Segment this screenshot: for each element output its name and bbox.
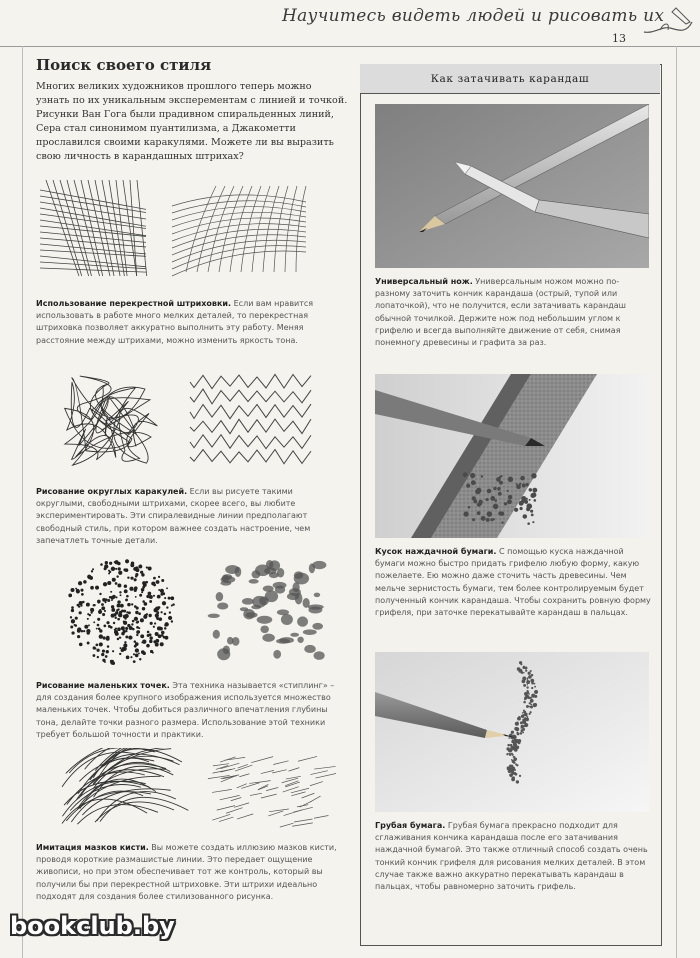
scribble-sketches <box>50 368 340 478</box>
caption-lead: Имитация мазков кисти. <box>36 843 149 852</box>
caption-text: Универсальным ножом можно по-разному заточить кончик карандаша (острый, тупой или лопаточкой), что не получится, если затачивать карандаш обычной точилкой. Держите нож под небольшим углом к грифелю и всегда выполняйте движение от себя, снимая понемногу древесины и графита за раз. <box>375 277 626 348</box>
caption-text: С помощью куска наждачной бумаги можно быстро придать грифелю любую форму, какую пожелаете. Ею можно даже сточить часть древесины. Чем мельче зернистость бумаги, тем более контролируемым будет полученный кончик карандаша. Чтобы сохранить ровную форму грифеля, при заточке перекатывайте карандаш в пальцах. <box>375 547 651 618</box>
caption-lead: Использование перекрестной штриховки. <box>36 299 232 308</box>
photo-utility-knife <box>375 104 649 268</box>
intro-paragraph: Многих великих художников прошлого теперь можно узнать по их уникальным эксперементам с линией и точкой. Рисунки Ван Гога были прадивном спиральденных линий, Сера стал синонимом пуантилизма, а Джакометти прославился своими каракулями. Можете ли вы выразить свою личность в карандашных штрихах? <box>36 81 348 162</box>
caption-crosshatch <box>36 298 342 347</box>
crosshatch-sketches <box>36 176 336 286</box>
sidebar-caption-rough-paper <box>375 820 653 893</box>
caption-lead: Рисование маленьких точек. <box>36 681 170 690</box>
brushstroke-sketches <box>56 748 336 836</box>
sidebar-caption-sandpaper <box>375 546 653 619</box>
caption-brushstrokes <box>36 842 342 903</box>
left-margin-rule <box>22 46 23 958</box>
caption-scribbles <box>36 486 342 547</box>
sidebar-title: Как затачивать карандаш <box>360 64 660 94</box>
running-title: Научитесь видеть людей и рисовать их <box>282 6 665 26</box>
caption-text: Эта техника называется «стиплинг» – для создания более крупного изображения используется множество маленьких точек. Чтобы добиться различного впечатления глубины тона, делайте точки разного размера. Использование этой техники требует большой точности и практики. <box>36 681 335 739</box>
watermark-logo: bookclub.by <box>10 912 175 940</box>
caption-lead: Рисование округлых каракулей. <box>36 487 188 496</box>
caption-text: Если вы рисуете такими округлыми, свободными штрихами, скорее всего, вы любите экспериментировать. Эти спиралевидные линии предполагают свободный стиль, при котором важнее создать настроение, чем запечатлеть точные детали. <box>36 487 311 545</box>
caption-text: Грубая бумага прекрасно подходит для сглаживания кончика карандаша после его затачивания наждачной бумагой. Это также отличный способ создать очень тонкий кончик грифеля для рисования мелких деталей. В этом случае также важно аккуратно перекатывать карандаш в пальцах, чтобы равномерно заточить грифель. <box>375 821 648 892</box>
caption-lead: Универсальный нож. <box>375 277 473 286</box>
photo-rough-paper <box>375 652 649 812</box>
caption-stippling <box>36 680 342 741</box>
section-title: Поиск своего стиля <box>36 56 212 74</box>
caption-text: Вы можете создать иллюзию мазков кисти, проводя короткие размашистые линии. Это передает ощущение живописи, но при этом обеспечивает тот же контроль, который вы получили бы при перекрестной штриховке. Эти штрихи идеально подходят для создания более стилизованного рисунка. <box>36 843 337 901</box>
page-number: 13 <box>612 32 626 45</box>
photo-sandpaper <box>375 374 649 538</box>
right-margin-rule <box>676 46 677 958</box>
stipple-sketches <box>60 552 340 672</box>
caption-text: Если вам нравится использовать в работе много мелких деталей, то перекрестная штриховка позволяет аккуратно выполнить эту работу. Меняя расстояние между штрихами, можно изменить яркость тона. <box>36 299 314 345</box>
caption-lead: Кусок наждачной бумаги. <box>375 547 497 556</box>
caption-lead: Грубая бумага. <box>375 821 446 830</box>
sidebar-caption-knife <box>375 276 653 349</box>
quill-flourish-icon <box>640 4 696 38</box>
